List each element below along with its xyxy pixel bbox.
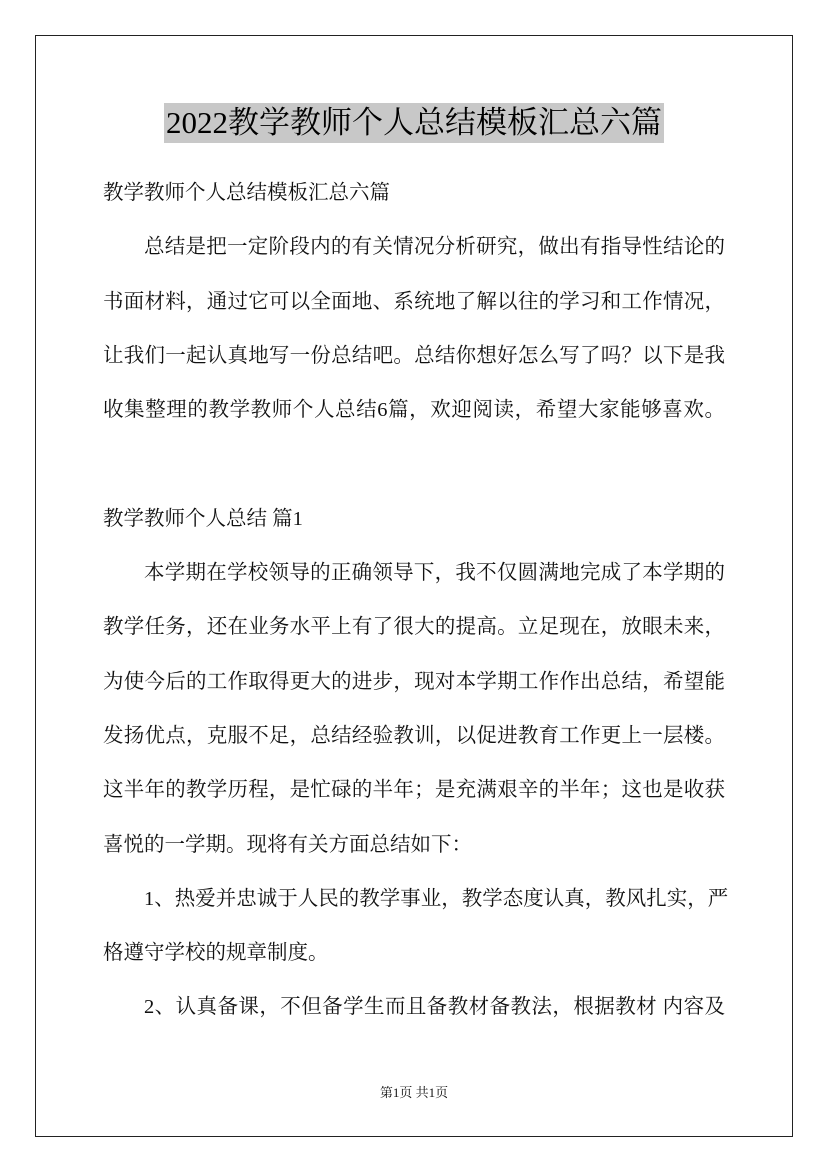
paragraph-line: 收集整理的教学教师个人总结6篇，欢迎阅读，希望大家能够喜欢。 [103, 399, 725, 422]
section-paragraph [103, 980, 725, 1034]
paragraph-line: 1、热爱并忠诚于人民的教学事业，教学态度认真，教风扎实，严 [144, 887, 729, 910]
document-body [103, 166, 729, 1035]
subtitle: 教学教师个人总结模板汇总六篇 [103, 182, 390, 204]
paragraph-line: 教学任务，还在业务水平上有了很大的提高。立足现在，放眼未来， [103, 616, 725, 639]
section-paragraph [103, 546, 725, 872]
section-paragraph [103, 872, 729, 981]
paragraph-line: 为使今后的工作取得更大的进步，现对本学期工作作出总结，希望能 [103, 670, 725, 693]
paragraph-line: 格遵守学校的规章制度。 [103, 942, 329, 965]
paragraph-line: 发扬优点，克服不足，总结经验教训，以促进教育工作更上一层楼。 [103, 724, 725, 747]
paragraph-line: 这半年的教学历程，是忙碌的半年；是充满艰辛的半年；这也是收获 [103, 779, 725, 802]
page-footer: 第1页 共1页 [379, 1085, 449, 1100]
paragraph-line: 2、认真备课，不但备学生而且备教材备教法，根据教材 内容及 [144, 996, 725, 1019]
document-title: 2022教学教师个人总结模板汇总六篇 [164, 103, 664, 143]
paragraph-line: 让我们一起认真地写一份总结吧。总结你想好怎么写了吗？以下是我 [103, 344, 725, 367]
intro-paragraph [103, 220, 725, 437]
paragraph-line: 书面材料，通过它可以全面地、系统地了解以往的学习和工作情况， [103, 290, 725, 313]
paragraph-line: 喜悦的一学期。现将有关方面总结如下： [103, 833, 472, 856]
blank-line [103, 437, 725, 491]
paragraph-line: 总结是把一定阶段内的有关情况分析研究，做出有指导性结论的 [144, 236, 725, 259]
section-heading: 教学教师个人总结 篇1 [103, 507, 303, 530]
title-container [35, 103, 793, 143]
paragraph-line: 本学期在学校领导的正确领导下，我不仅圆满地完成了本学期的 [144, 562, 725, 585]
